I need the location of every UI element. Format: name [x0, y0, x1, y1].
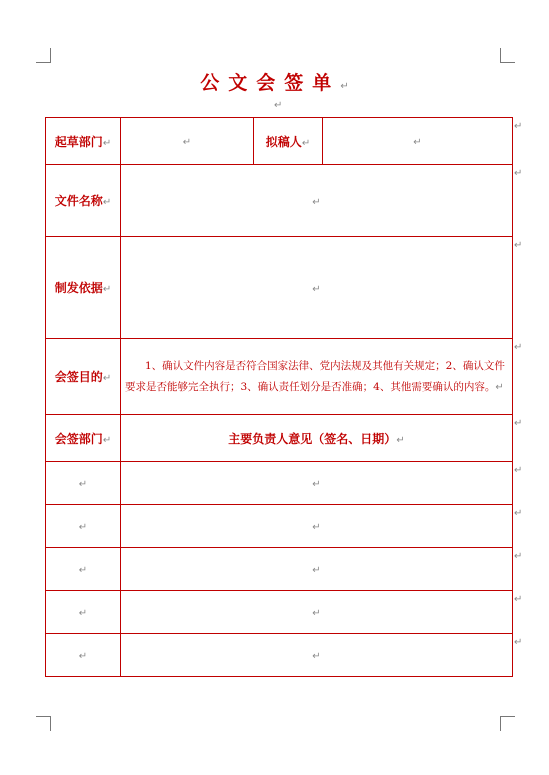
sign-row: [46, 548, 513, 591]
row-end-mark: ↵: [514, 637, 523, 648]
sign-opinion-header: 主要负责人意见（签名、日期）↵: [121, 415, 513, 462]
sign-dept-cell[interactable]: ↵: [46, 505, 121, 548]
header-row: [46, 118, 513, 165]
sign-opinion-cell[interactable]: ↵: [121, 462, 513, 505]
basis-field[interactable]: ↵: [121, 237, 513, 339]
document-title: [0, 68, 549, 95]
draft-dept-field[interactable]: ↵: [121, 118, 254, 165]
sign-dept-cell[interactable]: ↵: [46, 548, 121, 591]
crop-mark-top-left: [36, 48, 51, 63]
basis-row: [46, 237, 513, 339]
doc-name-row: [46, 165, 513, 237]
purpose-text: 1、确认文件内容是否符合国家法律、党内法规及其他有关规定；2、确认文件要求是否能够完全执行；3、确认责任划分是否准确；4、其他需要确认的内容。↵: [121, 339, 513, 415]
doc-name-label: 文件名称↵: [46, 165, 121, 237]
sign-opinion-cell[interactable]: ↵: [121, 505, 513, 548]
row-end-mark: ↵: [514, 594, 523, 605]
sign-opinion-cell[interactable]: ↵: [121, 591, 513, 634]
row-end-mark: ↵: [514, 508, 523, 519]
purpose-label: 会签目的↵: [46, 339, 121, 415]
row-end-mark: ↵: [514, 551, 523, 562]
purpose-row: [46, 339, 513, 415]
sign-row: [46, 591, 513, 634]
crop-mark-bottom-right: [500, 716, 515, 731]
paragraph-mark: ↵: [340, 81, 349, 92]
document-title-text: 公文会签单: [200, 72, 341, 94]
drafter-label: 拟稿人↵: [254, 118, 323, 165]
sign-dept-header: 会签部门↵: [46, 415, 121, 462]
sign-dept-cell[interactable]: ↵: [46, 591, 121, 634]
paragraph-mark: ↵: [274, 100, 283, 111]
sign-row: [46, 462, 513, 505]
crop-mark-bottom-left: [36, 716, 51, 731]
doc-name-field[interactable]: ↵: [121, 165, 513, 237]
row-end-mark: ↵: [514, 168, 523, 179]
draft-dept-label: 起草部门↵: [46, 118, 121, 165]
basis-label: 制发依据↵: [46, 237, 121, 339]
sign-header-row: [46, 415, 513, 462]
sign-dept-cell[interactable]: ↵: [46, 462, 121, 505]
sign-dept-cell[interactable]: ↵: [46, 634, 121, 677]
row-end-mark: ↵: [514, 240, 523, 251]
row-end-mark: ↵: [514, 418, 523, 429]
sign-row: [46, 505, 513, 548]
sign-opinion-cell[interactable]: ↵: [121, 634, 513, 677]
crop-mark-top-right: [500, 48, 515, 63]
drafter-field[interactable]: ↵: [323, 118, 513, 165]
sign-opinion-cell[interactable]: ↵: [121, 548, 513, 591]
row-end-mark: ↵: [514, 465, 523, 476]
row-end-mark: ↵: [514, 342, 523, 353]
sign-row: [46, 634, 513, 677]
row-end-mark: ↵: [514, 121, 523, 132]
countersign-form-table: [45, 117, 513, 677]
